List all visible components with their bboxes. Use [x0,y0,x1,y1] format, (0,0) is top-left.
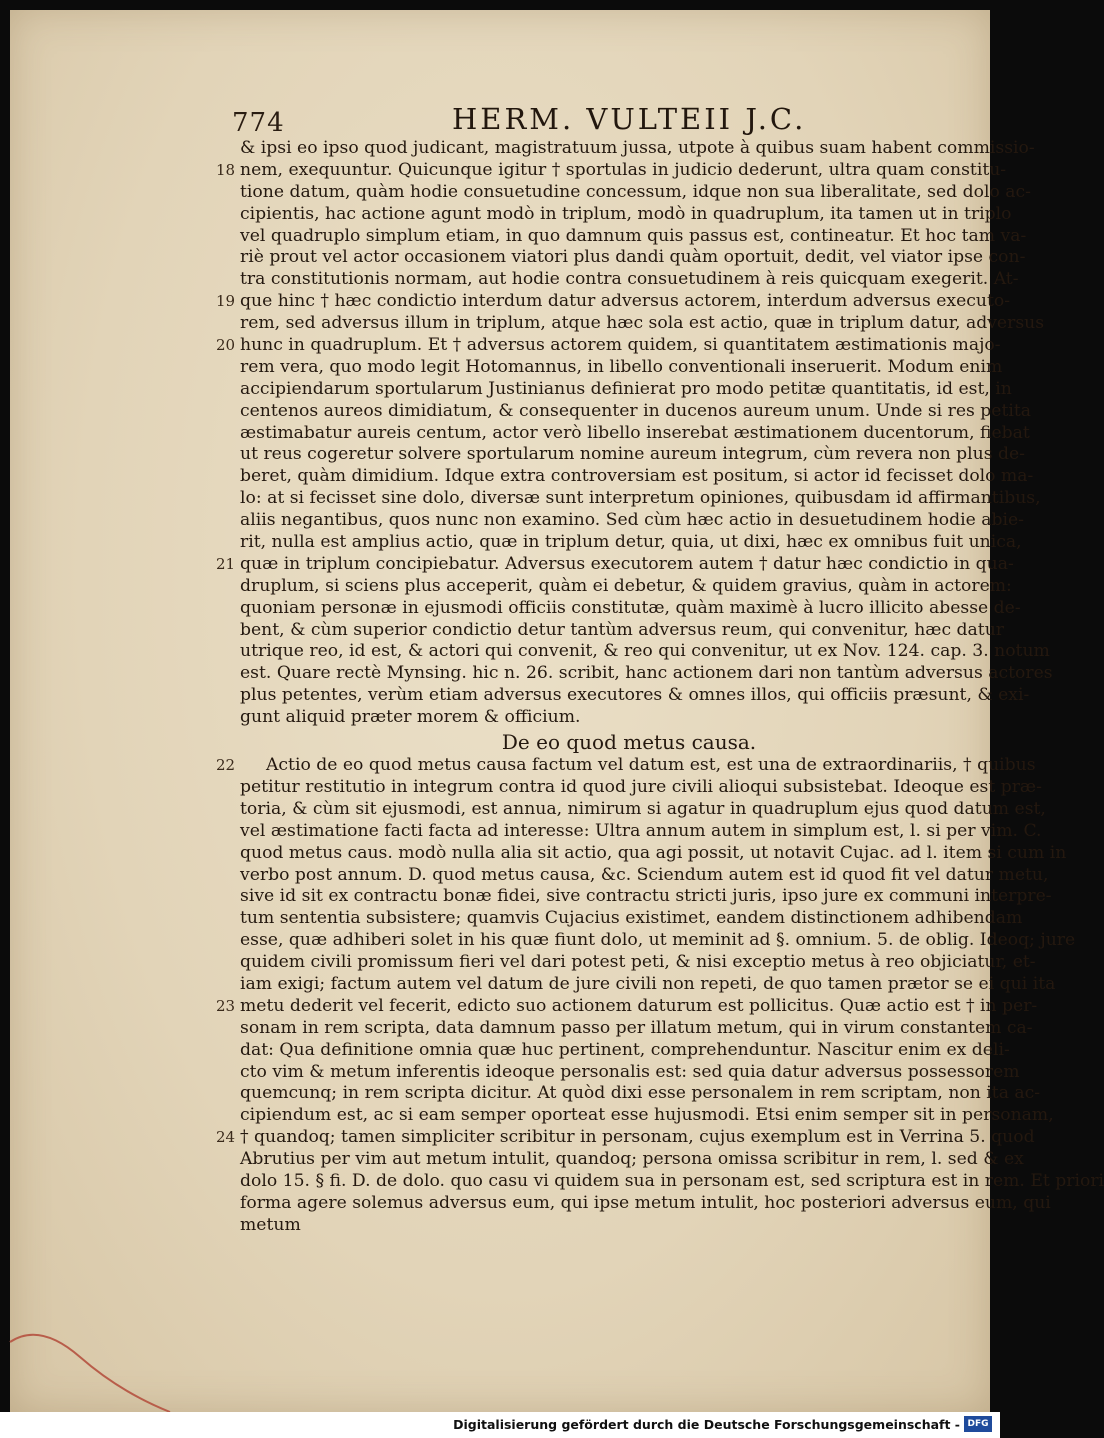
text-line [240,842,1067,865]
line-text: metu dederit vel fecerit, edicto suo actionem daturum est pollicitus. Quæ actio est † in per- [240,995,1038,1016]
text-line [240,1039,1010,1062]
text-line [240,444,1025,466]
text-line [216,553,1014,576]
line-text: rit, nulla est amplius actio, quæ in triplum detur, quia, ut dixi, hæc ex omnibus fuit unica, [240,532,1022,553]
line-text: toria, & cùm sit ejusmodi, est annua, nimirum si agatur in quadruplum ejus quod datum est, [240,798,1046,819]
line-text: vel æstimatione facti facta ad interesse: Ultra annum autem in simplum est, l. si per vim. C. [240,820,1042,841]
text-line [240,313,1045,335]
text-line [240,378,1012,401]
line-text: accipiendarum sportularum Justinianus definierat pro modo petitæ quantitatis, id est, in [240,378,1012,399]
text-line [240,466,1034,488]
text-line [216,755,1036,777]
line-text: rem vera, quo modo legit Hotomannus, in libello conventionali inseruerit. Modum enim [240,356,1003,377]
line-text: petitur restitutio in integrum contra id quod jure civili alioqui subsistebat. Ideoque est præ- [240,776,1042,797]
text-line [240,1083,1041,1105]
text-line [240,422,1030,445]
margin-note-number: 18 [216,160,236,179]
line-text: tra constitutionis normam, aut hodie contra consuetudinem à reis quicquam exegerit. At- [240,269,1019,290]
line-text: Abrutius per vim aut metum intulit, quandoq; persona omissa scribitur in rem, l. sed & ex [240,1149,1024,1170]
line-text: quidem civili promissum fieri vel dari potest peti, & nisi exceptio metus à reo objiciatur, et- [240,952,1036,973]
dfg-logo: DFG [964,1416,992,1432]
text-line [240,864,1049,887]
line-text: esse, quæ adhiberi solet in his quæ fiunt dolo, ut meminit ad §. omnium. 5. de oblig. Ideoq; jure [240,930,1076,951]
line-text: que hinc † hæc condictio interdum datur adversus actorem, interdum adversus executo- [240,291,1011,312]
line-text: & ipsi eo ipso quod judicant, magistratuum jussa, utpote à quibus suam habent commissio- [240,138,1035,158]
text-line [240,886,1052,908]
text-line [240,532,1022,554]
text-line [240,1192,1051,1215]
line-text: quod metus caus. modò nulla alia sit actio, qua agi possit, ut notavit Cujac. ad l. item si cum in [240,842,1067,863]
line-text: centenos aureos dimidiatum, & consequenter in ducenos aureum unum. Unde si res petita [240,400,1032,421]
line-text: hunc in quadruplum. Et † adversus actorem quidem, si quantitatem æstimationis majo- [240,335,1001,356]
paragraph-block [216,138,1053,729]
line-text: ut reus cogeretur solvere sportularum nomine aureum integrum, cùm revera non plus de- [240,444,1025,465]
line-text: aliis negantibus, quos nunc non examino. Sed cùm hæc actio in desuetudinem hodie abie- [240,510,1024,531]
text-line [240,619,1004,642]
text-line [240,1061,1020,1084]
text-line [240,973,1056,996]
text-line [240,641,1050,663]
running-head: HERM. VULTEII J.C. [452,102,807,136]
line-text: tum sententia subsistere; quamvis Cujacius existimet, eandem distinctionem adhibendam [240,908,1023,929]
line-text: plus petentes, verùm etiam adversus executores & omnes illos, qui officiis præsunt, & exi- [240,685,1030,706]
text-line [216,995,1038,1018]
line-text: nem, exequuntur. Quicunque igitur † sportulas in judicio dederunt, ultra quam constitu- [240,159,1007,180]
text-line [216,291,1011,313]
text-line [240,820,1042,843]
line-text: gunt aliquid præter morem & officium. [240,707,581,728]
page-number: 774 [232,108,285,138]
section-heading: De eo quod metus causa. [501,730,757,755]
text-line [240,1170,1104,1193]
body-text [216,138,1104,1237]
line-text: sonam in rem scripta, data damnum passo per illatum metum, qui in virum constantem ca- [240,1017,1033,1038]
line-text: forma agere solemus adversus eum, qui ipse metum intulit, hoc posteriori adversus eum, qui [240,1192,1051,1213]
margin-note-number: 19 [216,292,236,311]
paragraph-block [216,755,1104,1237]
catchword [240,1215,988,1237]
footer-credit: Digitalisierung gefördert durch die Deutsche Forschungsgemeinschaft - [453,1417,960,1432]
text-line [240,776,1042,799]
text-line [240,1017,1033,1040]
page-crease-mark [10,1302,190,1412]
margin-note-number: 22 [216,756,236,775]
line-text: beret, quàm dimidium. Idque extra controversiam est positum, si actor id fecisset dolo ma- [240,466,1034,487]
text-line [216,1127,1035,1149]
line-text: est. Quare rectè Mynsing. hic n. 26. scribit, hanc actionem dari non tantùm adversus actores [240,663,1053,684]
margin-note-number: 21 [216,554,236,573]
text-line [216,335,1001,357]
text-line [240,510,1024,532]
line-text: cipiendum est, ac si eam semper oporteat esse hujusmodi. Etsi enim semper sit in personam, [240,1105,1054,1126]
text-line [240,203,1012,226]
line-text: vel quadruplo simplum etiam, in quo damnum quis passus est, contineatur. Et hoc tam va- [240,225,1027,246]
book-page [10,10,1104,1412]
text-line [240,663,1053,685]
text-line [240,798,1046,821]
text-line [240,575,1012,598]
text-line [240,707,988,729]
line-text: utrique reo, id est, & actori qui convenit, & reo qui convenitur, ut ex Nov. 124. cap. 3. notum [240,641,1050,662]
line-text: riè prout vel actor occasionem viatori plus dandi quàm oportuit, dedit, vel viator ipse con- [240,247,1026,268]
line-text: iam exigi; factum autem vel datum de jure civili non repeti, de quo tamen prætor se ei qui ita [240,973,1056,994]
margin-note-number: 23 [216,996,236,1015]
line-text: sive id sit ex contractu bonæ fidei, sive contractu stricti juris, ipso jure ex communi interpre- [240,886,1052,907]
text-line [240,930,1076,952]
page-header [10,102,990,142]
text-line [216,159,1007,182]
line-text: dat: Qua definitione omnia quæ huc pertinent, comprehenduntur. Nascitur enim ex deli- [240,1039,1010,1060]
text-line [240,225,1027,248]
text-line [240,488,1041,510]
line-text: quoniam personæ in ejusmodi officiis constitutæ, quàm maximè à lucro illicito abesse de- [240,597,1021,618]
text-line [240,247,1026,269]
text-line [240,181,1031,204]
line-text: druplum, si sciens plus acceperit, quàm ei debetur, & quidem gravius, quàm in actorem: [240,575,1012,596]
text-line [240,597,1021,620]
text-line [240,269,1019,291]
text-line [240,952,1036,974]
line-text: † quandoq; tamen simpliciter scribitur in personam, cujus exemplum est in Verrina 5. quod [240,1127,1035,1148]
margin-note-number: 24 [216,1128,236,1147]
text-line [240,1105,1054,1127]
line-text: æstimabatur aureis centum, actor verò libello inserebat æstimationem ducentorum, fiebat [240,422,1030,443]
margin-note-number: 20 [216,336,236,355]
text-line [240,1149,1024,1171]
line-text: bent, & cùm superior condictio detur tantùm adversus reum, qui convenitur, hæc datur [240,619,1004,640]
line-text: lo: at si fecisset sine dolo, diversæ sunt interpretum opiniones, quibusdam id affirmantibus, [240,488,1041,509]
line-text: cto vim & metum inferentis ideoque personalis est: sed quia datur adversus possessorem [240,1061,1020,1082]
line-text: quemcunq; in rem scripta dicitur. At quòd dixi esse personalem in rem scriptam, non ita ac- [240,1083,1041,1104]
line-text: cipientis, hac actione agunt modò in triplum, modò in quadruplum, ita tamen ut in triplo [240,203,1012,224]
text-line [240,356,1003,379]
line-text: quæ in triplum concipiebatur. Adversus executorem autem † datur hæc condictio in qua- [240,553,1014,574]
line-text: rem, sed adversus illum in triplum, atque hæc sola est actio, quæ in triplum datur, adversus [240,313,1045,334]
text-line [240,138,1035,160]
text-line [240,908,1023,930]
line-text: Actio de eo quod metus causa factum vel datum est, est una de extraordinariis, † quibus [266,755,1036,776]
line-text: verbo post annum. D. quod metus causa, &c. Sciendum autem est id quod fit vel datur metu, [240,864,1049,885]
text-line [240,685,1030,707]
line-text: dolo 15. § fi. D. de dolo. quo casu vi quidem sua in personam est, sed scriptura est in rem. Et priori [240,1170,1104,1191]
text-line [240,400,1032,423]
line-text: tione datum, quàm hodie consuetudine concessum, idque non sua liberalitate, sed dolo ac- [240,181,1031,202]
digitization-footer [0,1412,1000,1438]
line-text: metum [240,1214,301,1235]
